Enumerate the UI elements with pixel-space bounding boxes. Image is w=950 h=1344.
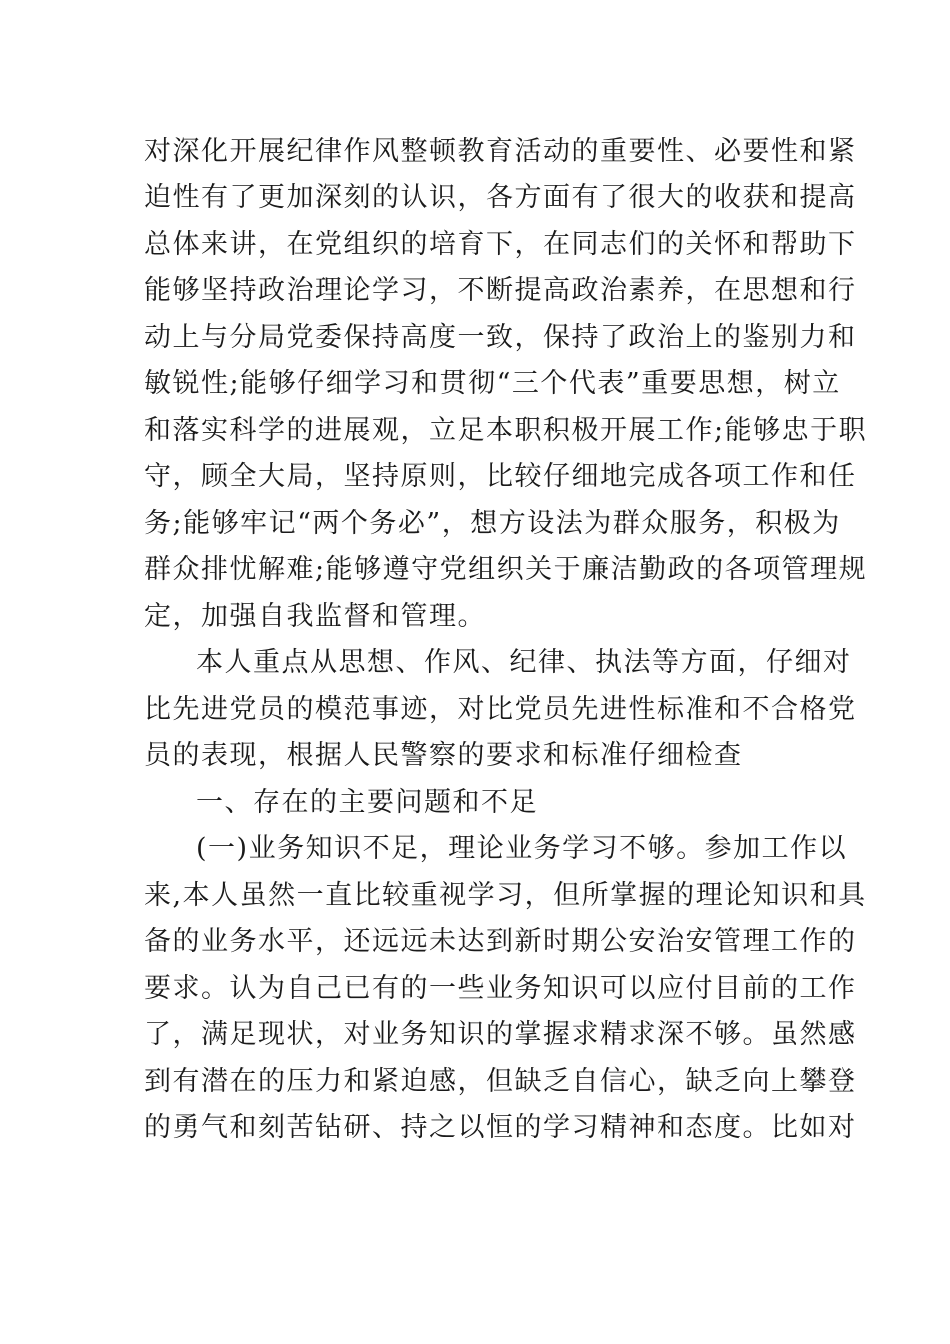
paragraph-first-line: 本人重点从思想、作风、纪律、执法等方面，仔细对 bbox=[196, 647, 852, 678]
text-line: 到有潜在的压力和紧迫感，但缺乏自信心，缺乏向上攀登 bbox=[144, 1066, 857, 1097]
text-line: 来,本人虽然一直比较重视学习，但所掌握的理论知识和具 bbox=[144, 880, 867, 911]
text-line: 动上与分局党委保持高度一致，保持了政治上的鉴别力和 bbox=[144, 322, 857, 353]
text-line: 对深化开展纪律作风整顿教育活动的重要性、必要性和紧 bbox=[144, 136, 857, 167]
text-line: 的勇气和刻苦钻研、持之以恒的学习精神和态度。比如对 bbox=[144, 1112, 857, 1143]
text-line: 要求。认为自己已有的一些业务知识可以应付目前的工作 bbox=[144, 973, 857, 1004]
text-line: 总体来讲，在党组织的培育下，在同志们的关怀和帮助下 bbox=[144, 229, 857, 260]
text-line: 守，顾全大局，坚持原则，比较仔细地完成各项工作和任 bbox=[144, 461, 857, 492]
subsection-heading: (一)业务知识不足，理论业务学习不够。参加工作以 bbox=[196, 833, 848, 864]
text-line: 敏锐性;能够仔细学习和贯彻“三个代表”重要思想，树立 bbox=[144, 368, 841, 399]
text-line: 备的业务水平，还远远未达到新时期公安治安管理工作的 bbox=[144, 926, 857, 957]
text-line: 能够坚持政治理论学习，不断提高政治素养，在思想和行 bbox=[144, 275, 857, 306]
text-line: 比先进党员的模范事迹，对比党员先进性标准和不合格党 bbox=[144, 694, 857, 725]
text-line: 迫性有了更加深刻的认识，各方面有了很大的收获和提高 bbox=[144, 182, 857, 213]
text-line: 群众排忧解难;能够遵守党组织关于廉洁勤政的各项管理规 bbox=[144, 554, 868, 585]
section-heading: 一、存在的主要问题和不足 bbox=[196, 787, 538, 818]
text-line: 员的表现，根据人民警察的要求和标准仔细检查 bbox=[144, 740, 743, 771]
text-line: 了，满足现状，对业务知识的掌握求精求深不够。虽然感 bbox=[144, 1019, 857, 1050]
text-line: 务;能够牢记“两个务必”，想方设法为群众服务，积极为 bbox=[144, 508, 841, 539]
text-line: 和落实科学的进展观，立足本职积极开展工作;能够忠于职 bbox=[144, 415, 868, 446]
text-line: 定，加强自我监督和管理。 bbox=[144, 601, 486, 632]
